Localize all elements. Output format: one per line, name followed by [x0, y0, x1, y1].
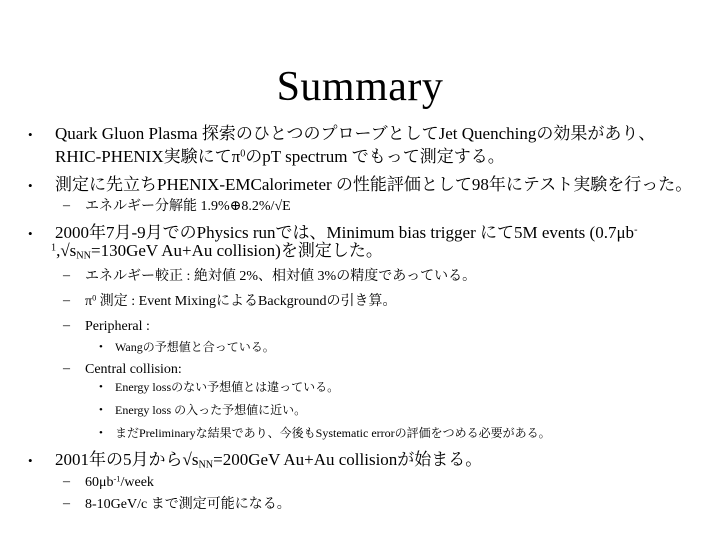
- item-3-sub-4: Central collision:: [85, 362, 182, 377]
- dash-bullet: –: [63, 496, 70, 511]
- item-4-text-a: 2001年の5月から√s: [55, 450, 199, 469]
- pi-symbol: π: [85, 294, 93, 309]
- item-3-sub-4-point-3: まだPreliminaryな結果であり、今後もSystematic errorの評価をつめる必要がある。: [115, 426, 551, 440]
- item-3-sub-2: [85, 293, 396, 310]
- item-4-text: [55, 450, 482, 470]
- bullet-dot: •: [99, 341, 103, 353]
- slide-title: Summary: [276, 64, 444, 110]
- superscript: 1: [51, 242, 57, 254]
- item-3-sub-4-point-2: Energy loss の入った予想値に近い。: [115, 403, 307, 417]
- item-3-line-1-text: 2000年7月-9月でのPhysics runでは、Minimum bias trigger にて5M events (0.7μb: [55, 223, 635, 242]
- item-2-text: 測定に先立ちPHENIX-EMCalorimeter の性能評価として98年にテスト実験を行った。: [55, 175, 693, 194]
- item-1-line-2: [55, 147, 505, 167]
- item-4-sub-1-b: /week: [120, 475, 154, 490]
- bullet-dot: •: [28, 453, 33, 468]
- item-3-line-2: [51, 241, 383, 261]
- bullet-dot: •: [99, 427, 103, 439]
- subscript: NN: [198, 459, 214, 471]
- dash-bullet: –: [63, 474, 70, 489]
- bullet-dot: •: [99, 381, 103, 393]
- item-1-line-1: Quark Gluon Plasma 探索のひとつのプローブとしてJet Quenchingの効果があり、: [55, 124, 656, 143]
- item-3-sub-4-point-1: Energy lossのない予想値とは違っている。: [115, 380, 340, 394]
- bullet-dot: •: [28, 226, 33, 241]
- item-3-line-2-a: ,√s: [56, 241, 77, 260]
- item-3-sub-3-point-1: Wangの予想値と合っている。: [115, 340, 275, 354]
- item-3-sub-2-text: 測定 : Event MixingによるBackgroundの引き算。: [96, 294, 397, 309]
- superscript: 0: [240, 148, 246, 160]
- item-2-sub-1: エネルギー分解能 1.9%⊕8.2%/√E: [85, 199, 291, 214]
- item-1-line-2-rest: のpT spectrum でもって測定する。: [245, 147, 505, 166]
- dash-bullet: –: [63, 361, 70, 376]
- dash-bullet: –: [63, 318, 70, 333]
- item-1-line-2-text: RHIC-PHENIX実験にてπ: [55, 147, 241, 166]
- superscript: -1: [113, 474, 121, 484]
- item-3-sub-1: エネルギー較正 : 絶対値 2%、相対値 3%の精度であっている。: [85, 269, 477, 284]
- superscript: 0: [92, 293, 97, 303]
- item-4-sub-1: [85, 474, 154, 491]
- item-4-sub-2: 8-10GeV/c まで測定可能になる。: [85, 497, 291, 512]
- item-3-sub-3: Peripheral :: [85, 319, 150, 334]
- bullet-dot: •: [99, 404, 103, 416]
- item-3-line-2-b: =130GeV Au+Au collision)を測定した。: [91, 241, 383, 260]
- dash-bullet: –: [63, 198, 70, 213]
- dash-bullet: –: [63, 268, 70, 283]
- item-4-text-b: =200GeV Au+Au collisionが始まる。: [213, 450, 483, 469]
- item-3-line-1: [55, 223, 637, 243]
- superscript: -: [634, 224, 638, 236]
- bullet-dot: •: [28, 127, 33, 142]
- subscript: NN: [76, 250, 92, 262]
- item-4-sub-1-a: 60μb: [85, 475, 114, 490]
- bullet-dot: •: [28, 178, 33, 193]
- dash-bullet: –: [63, 293, 70, 308]
